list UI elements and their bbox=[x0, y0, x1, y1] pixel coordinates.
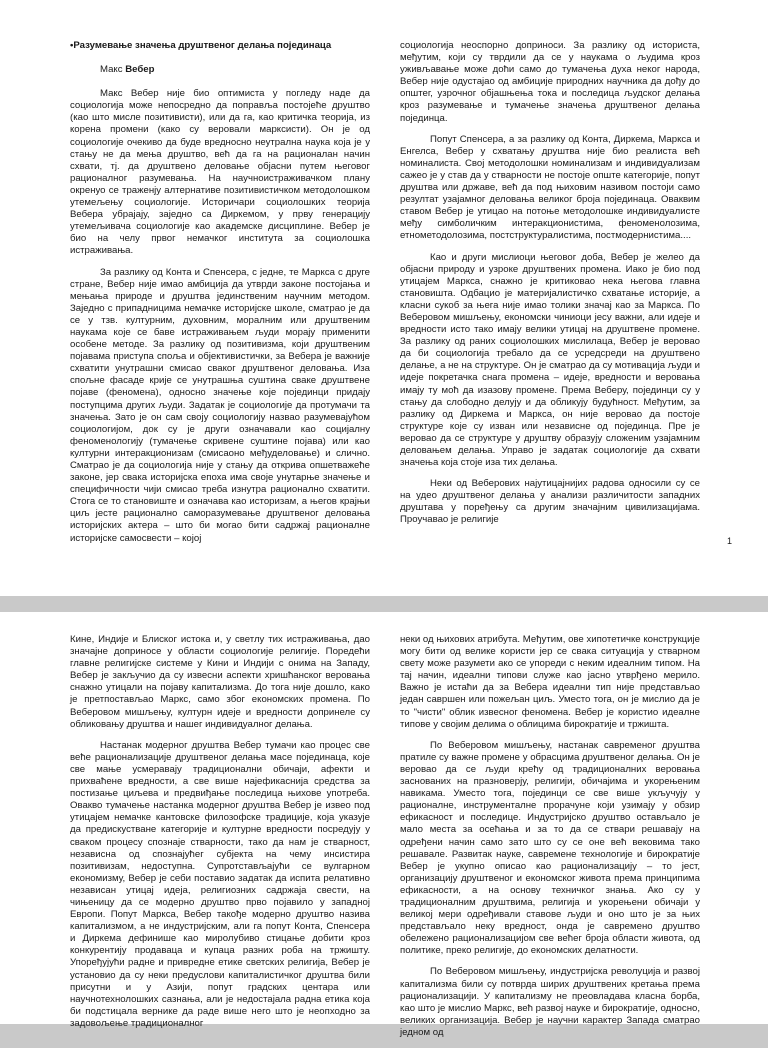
paragraph: По Веберовом мишљењу, настанак савременог друштва пратиле су важне промене у обрасцима друштвеног делања. Он је веровао да се људи крећу од традиционалних веровања заснованих на празноверју, религији, обичајима и укорењеним навикама. Уместо тога, појединци се све више укључују у рационалне, инструменталне прорачуне који узимају у обзир ефикасност и последице. Индустријско друштво остављало је мало места за осећања и за то да се ствари решавају на одређени начин само зато што су се оне већ вековима тако решавале. Развитак науке, савремене технологије и бирократије Вебер је укупно описао као рационализацију – то јест, организацију друштвеног и економског живота према принципима ефикасности, а на основу техничког знања. Ако су у традиционалним друштвима, религија и укорењени обичаји у великој мери одређивали ставове људи и оно што је за њих представљало неку вредност, онда је савремено друштво обележено рационализацијом све већег броја области живота, од политике, преко религије, до економских делатности. bbox=[400, 739, 700, 957]
author-line bbox=[70, 64, 370, 76]
paragraph: Попут Спенсера, а за разлику од Конта, Диркема, Маркса и Енгелса, Вебер у схватању друштва није био реалиста већ номиналиста. Свој методолошки номинализам и индивидуализам сажео је у став да у стварности не постоје опште категорије, попут друштва или државе, већ да под њиховим називом постоји само резултат узајамног деловања великог броја појединаца. Оваквим ставом Вебер је утицао на потоње методолошке индивидуалисте међу симболичким интеракционистима, феноменолозима, етнометодолозима, постструктуралистима, постмодернистима.... bbox=[400, 133, 700, 242]
paragraph: социологија неоспорно доприноси. За разлику од историста, међутим, који су тврдили да се у наукама о људима кроз уживљавање може доћи само до тумачења духа неког народа, Вебер није одустајао од амбиције природних научника да дођу до општег, узрочног објашњења тока и последица људског делања кроз разумевање и тумачење значења друштвеног делања појединца. bbox=[400, 40, 700, 124]
document-title: •Разумевање значења друштвеног делања појединаца bbox=[70, 40, 332, 51]
page-1-left-column bbox=[70, 40, 370, 554]
paragraph: Неки од Веберових најутицајнијих радова односили су се на удео друштвеног делања у анализи различитости западних друштава у поређењу са другим значајним цивилизацијама. Проучавао је религије bbox=[400, 478, 700, 526]
document-page-2 bbox=[0, 612, 768, 1038]
paragraph: неки од њихових атрибута. Међутим, ове хипотетичке конструкције могу бити од велике користи јер се свака ситуација у стварном свету може разумети ако се упореди с неким идеалним типом. На тај начин, идеални типови служе као јасно утврђено мерило. Важно је истаћи да за Вебера идеални тип није представљао један савршен или пожељан циљ. Уместо тога, он је мислио да је то "чисти" облик извесног феномена. Вебер је користио идеалне типове у својим делима о облицима бирократије и тржишта. bbox=[400, 634, 700, 730]
author-prefix: Макс bbox=[100, 64, 123, 76]
page-number: 1 bbox=[726, 536, 732, 546]
paragraph: Настанак модерног друштва Вебер тумачи као процес све веће рационализације друштвеног делања масе појединаца, које све мање усмеравају традиционални обичаји, афекти и прихваћене вредности, а све више најефикаснија средства за постизање циљева и предвиђање последица њихове употреба. Овакво тумачење настанка модерног друштва Вебер је извео под утицајем немачке кантовске филозофске традиције, која указује да предискустване категорије и културне вредности посредују у сваком процесу спознаје стварности, тако да нам је стварност, независна од спознајућег субјекта на чему инсистира позитивизам, недоступна. Супротстављајући се вулгарном економизму, Вебер је себи поставио задатак да испита релативно независан утицај идеја, религиозних садржаја свести, на чињеницу да се модерно друштво прво појавило у западној Европи. Попут Маркса, Вебер такође модерно друштво назива капитализмом, а не индустријским, али га попут Конта, Спенсера и Диркема дефинише као миролубиво стицање добити кроз конкурентију продаваца и купаца разних роба на тржишту. Упоређујући радне и привредне етике светских религија, Вебер је установио да су неки предуслови капиталистичког друштва били присутни и у Азији, попут градских центара или научнотехнолошких сазнања, али је недостајала радна етика која би подстицала вернике да раде више него што је неопходно за задовољење традиционалног bbox=[70, 739, 370, 1029]
paragraph: Макс Вебер није био оптимиста у погледу наде да социологија може непосредно да поправља постојеће друштво (као што мисле позитивисти), или да га, као критичка теорија, из корена промени (како су веровали марксисти). Он је од социологије очекиво да буде вредносно неутрална наука која је у стању не да мења друштво, већ да га на рационалан начин схвати, тј. да друштвено деловање објасни путем његовог рационалног разумевања. На научноистраживачком плану окренуо се траженју алтернативе позитивистичком методолошком утемељењу социологије. Историчари социолошких теорија Вебера убрајају, заједно са Диркемом, у прву генерацију утемељивача социологије као академске дисциплине. Вебер је био на челу првог немачког института за социолошка истраживања. bbox=[70, 88, 370, 257]
paragraph: По Веберовом мишљењу, индустријска револуција и развој капитализма били су потврда ширих друштвених кретања према рационализацији. У капитализму не преовладава класна борба, као што је мислио Маркс, већ развој науке и бирократије, односно, великих организација. Вебер је научни карактер Запада сматрао једном од bbox=[400, 966, 700, 1038]
page-1-right-column bbox=[400, 40, 700, 536]
paragraph: Као и други мислиоци његовог доба, Вебер је желео да објасни природу и узроке друштвених промена. Иако је био под утицајем Маркса, снажно је критиковао нека његова главна становишта. Одбацио је материјалистичко схватање историје, а класни сукоб за њега није имао толики значај као за Маркса. По Веберовом мишљењу, економски чиниоци јесу важни, али идеје и вредности исто тако имају велики утицај на друштвене промене. За разлику од раних социолошких мислилаца, Вебер је веровао да би социологија требало да се усредсреди на друштвено делање, а не на структуре. Он је сматрао да су мотивација људи и идеје покретачка снага промена – идеје, вредности и веровања имају ту моћ да изазову промене. Према Веберу, појединци су у стању да слободно делују и да обликују будућност. Међутим, за разлику од Диркема и Маркса, он није веровао да постоје структуре које су изван или независне од појединца. Пре је веровао да се структуре у друштву образују сложеним узајамним деловањем делања. Управо је задатак социологије да схвати значења која стоје иза тих делања. bbox=[400, 251, 700, 469]
page-2-right-column bbox=[400, 634, 700, 1048]
page-2-left-column bbox=[70, 634, 370, 1039]
paragraph: Кине, Индије и Блиског истока и, у светлу тих истраживања, дао значајне доприносе у области социологије религије. Поредећи главне религијске системе у Кини и Индији с онима на Западу, Вебер је закључио да су извесни аспекти хришћанског веровања снажно утицали на појаву капитализма. До тога није дошло, како је претпостављао Маркс, само због економских промена. По Веберовом мишљењу, културн идеје и вредности допринеле су обликовању друштва и нашег индивидуалног делања. bbox=[70, 634, 370, 730]
paragraph: За разлику од Конта и Спенсера, с једне, те Маркса с друге стране, Вебер није имао амбиција да утврди законе постојања и мењања природе и друштва јединственим научним методом. Заједно с припадницима немачке историјске школе, сматрао је да се у тзв. културним, духовним, моралним или друштвеним наукама које се баве истраживањем људи морају применити особене методе. За разлику од позитивизма, који друштвеним појавама приступа споља и објективистички, за Вебера је важније схватити унутрашни смисао сваког друштвеног деловања. Иза спољне фасаде крије се унутрашња суштина сваке друштвене појаве (феномена), односно значење које појединци придају поступцима других људи. Задатак је социологије да протумачи та значења. Зато је он сам своју социологију назвао разумевајућом социологијом, док су је други означавали као социјалну феноменологију (тумачење скривене суштине појава) или као културни интеракционизам (смисаоно међуделовање) и слично. Сматрао је да социологија није у стању да открива опшетважеће законе, јер свака историјска епоха има своје унутарње значење и специфичности чији смисао треба изнутра рационално схватити. Стога се то становиште и означава као историзам, а његов крајњи циљ јесте рационално саморазумевање друштвеног деловања историјских актера – што би могао бити садржај рационалне историјске самосвести – којој bbox=[70, 266, 370, 544]
author-name: Вебер bbox=[125, 64, 155, 76]
